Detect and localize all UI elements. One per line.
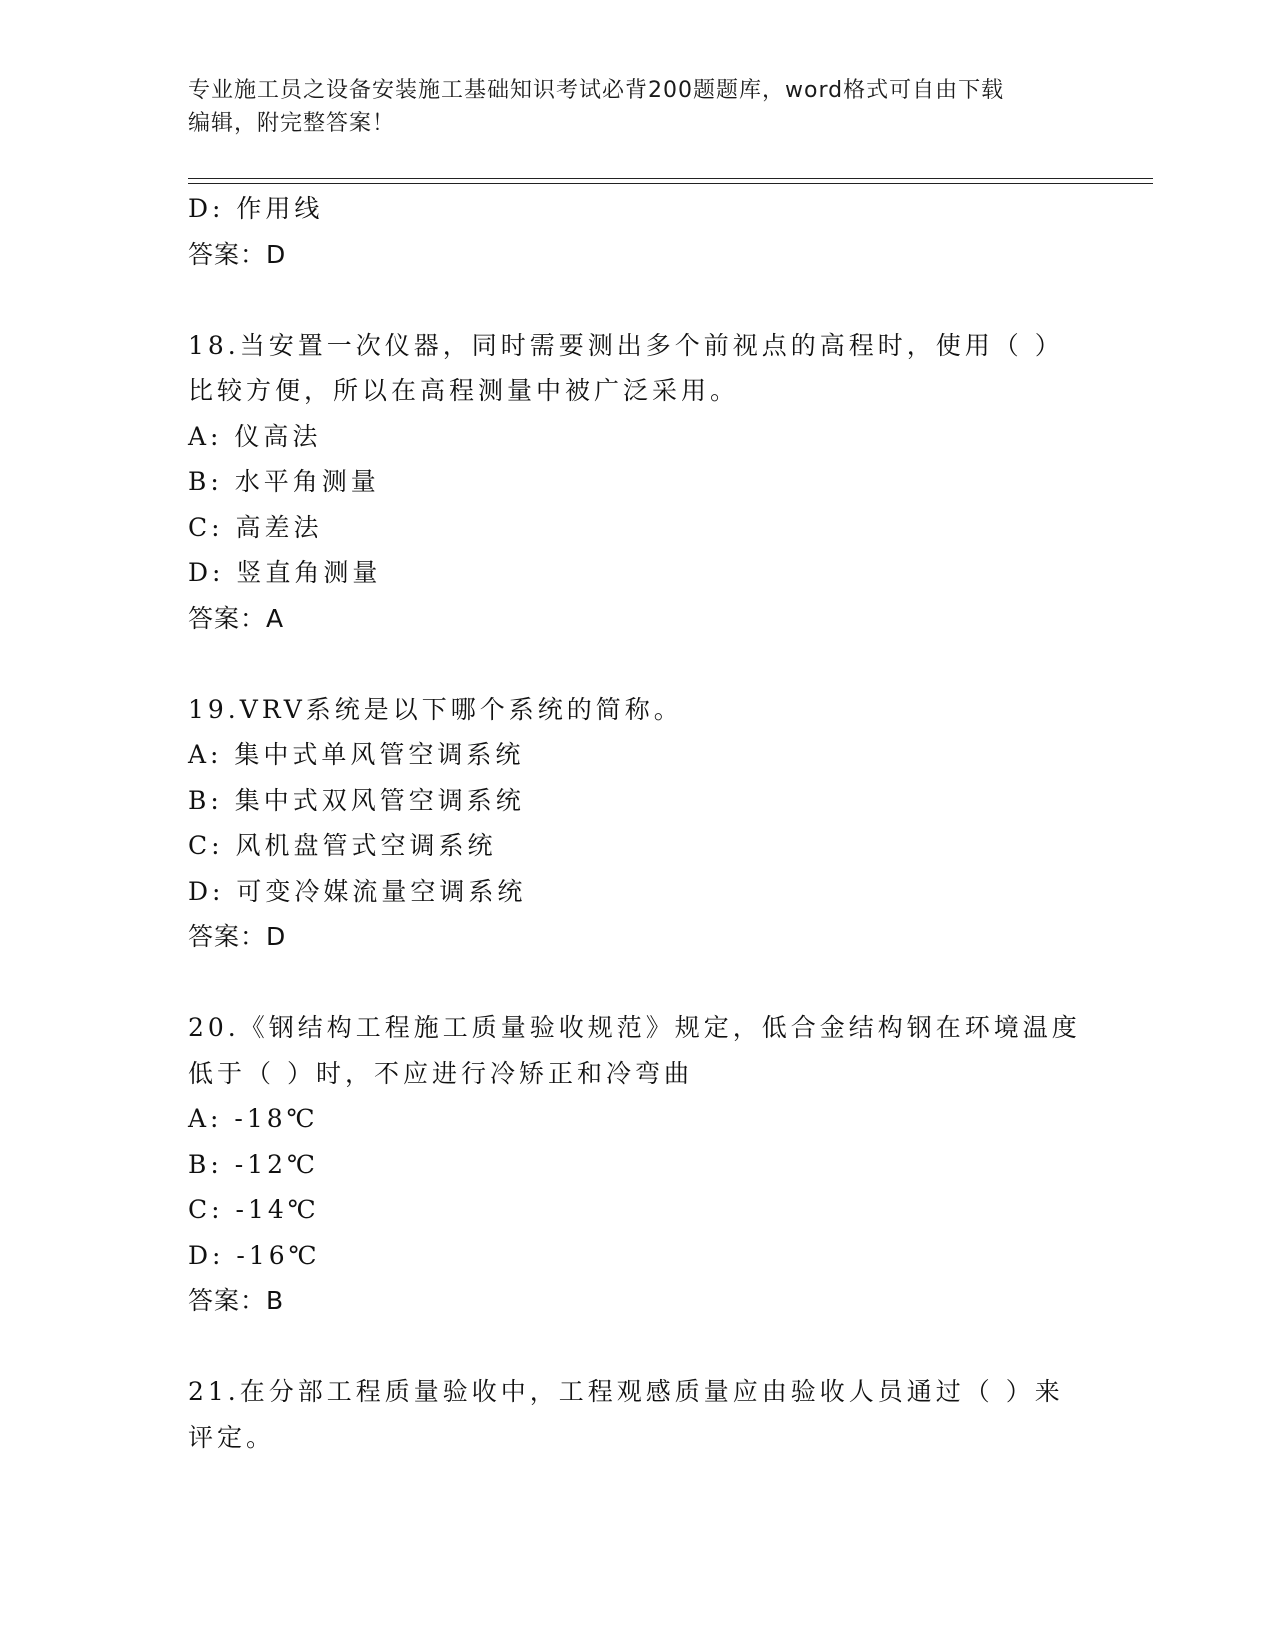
spacer: [188, 960, 1088, 1006]
answer: 答案：D: [188, 239, 287, 269]
question-20-option-b: B: -12℃: [188, 1149, 319, 1179]
header-rule-top: [188, 178, 1153, 179]
question-20-option-c: C: -14℃: [188, 1195, 320, 1224]
header-line-1: 专业施工员之设备安装施工基础知识考试必背200题题库，word格式可自由下载: [188, 78, 1005, 103]
question-18-option-c: C: 高差法: [188, 512, 323, 542]
question-18-option-b: B: 水平角测量: [188, 467, 380, 496]
question-18-option-d: D: 竖直角测量: [188, 558, 382, 587]
spacer: [188, 1324, 1088, 1370]
question-18-text: 18.当安置一次仪器，同时需要测出多个前视点的高程时，使用（ ）: [188, 330, 1064, 360]
question-19-answer: 答案：D: [188, 922, 287, 951]
question-19-option-d: D: 可变冷媒流量空调系统: [188, 876, 527, 906]
question-18-text-cont: 比较方便，所以在高程测量中被广泛采用。: [188, 376, 740, 405]
question-20-option-a: A: -18℃: [188, 1104, 319, 1133]
question-20-text-cont: 低于（ ）时，不应进行冷矫正和冷弯曲: [188, 1058, 693, 1088]
question-19-text: 19.VRV系统是以下哪个系统的简称。: [188, 694, 683, 724]
question-19-option-a: A: 集中式单风管空调系统: [188, 740, 525, 769]
question-18-answer: 答案：A: [188, 603, 285, 633]
document-header: [188, 74, 1068, 140]
question-21-text: 21.在分部工程质量验收中，工程观感质量应由验收人员通过（ ）来: [188, 1377, 1064, 1406]
header-line-2: 编辑，附完整答案！: [188, 111, 396, 136]
question-20-text: 20.《钢结构工程施工质量验收规范》规定，低合金结构钢在环境温度: [188, 1013, 1081, 1042]
question-19-option-b: B: 集中式双风管空调系统: [188, 785, 525, 815]
question-21-text-cont: 评定。: [188, 1422, 276, 1452]
spacer: [188, 641, 1088, 687]
header-rule-bottom: [188, 183, 1153, 184]
question-19-option-c: C: 风机盘管式空调系统: [188, 831, 497, 860]
question-20-answer: 答案：B: [188, 1286, 285, 1315]
question-20-option-d: D: -16℃: [188, 1240, 321, 1270]
option-d: D: 作用线: [188, 194, 324, 223]
document-body: [188, 186, 1088, 1460]
question-18-option-a: A: 仪高法: [188, 421, 322, 451]
spacer: [188, 277, 1088, 323]
